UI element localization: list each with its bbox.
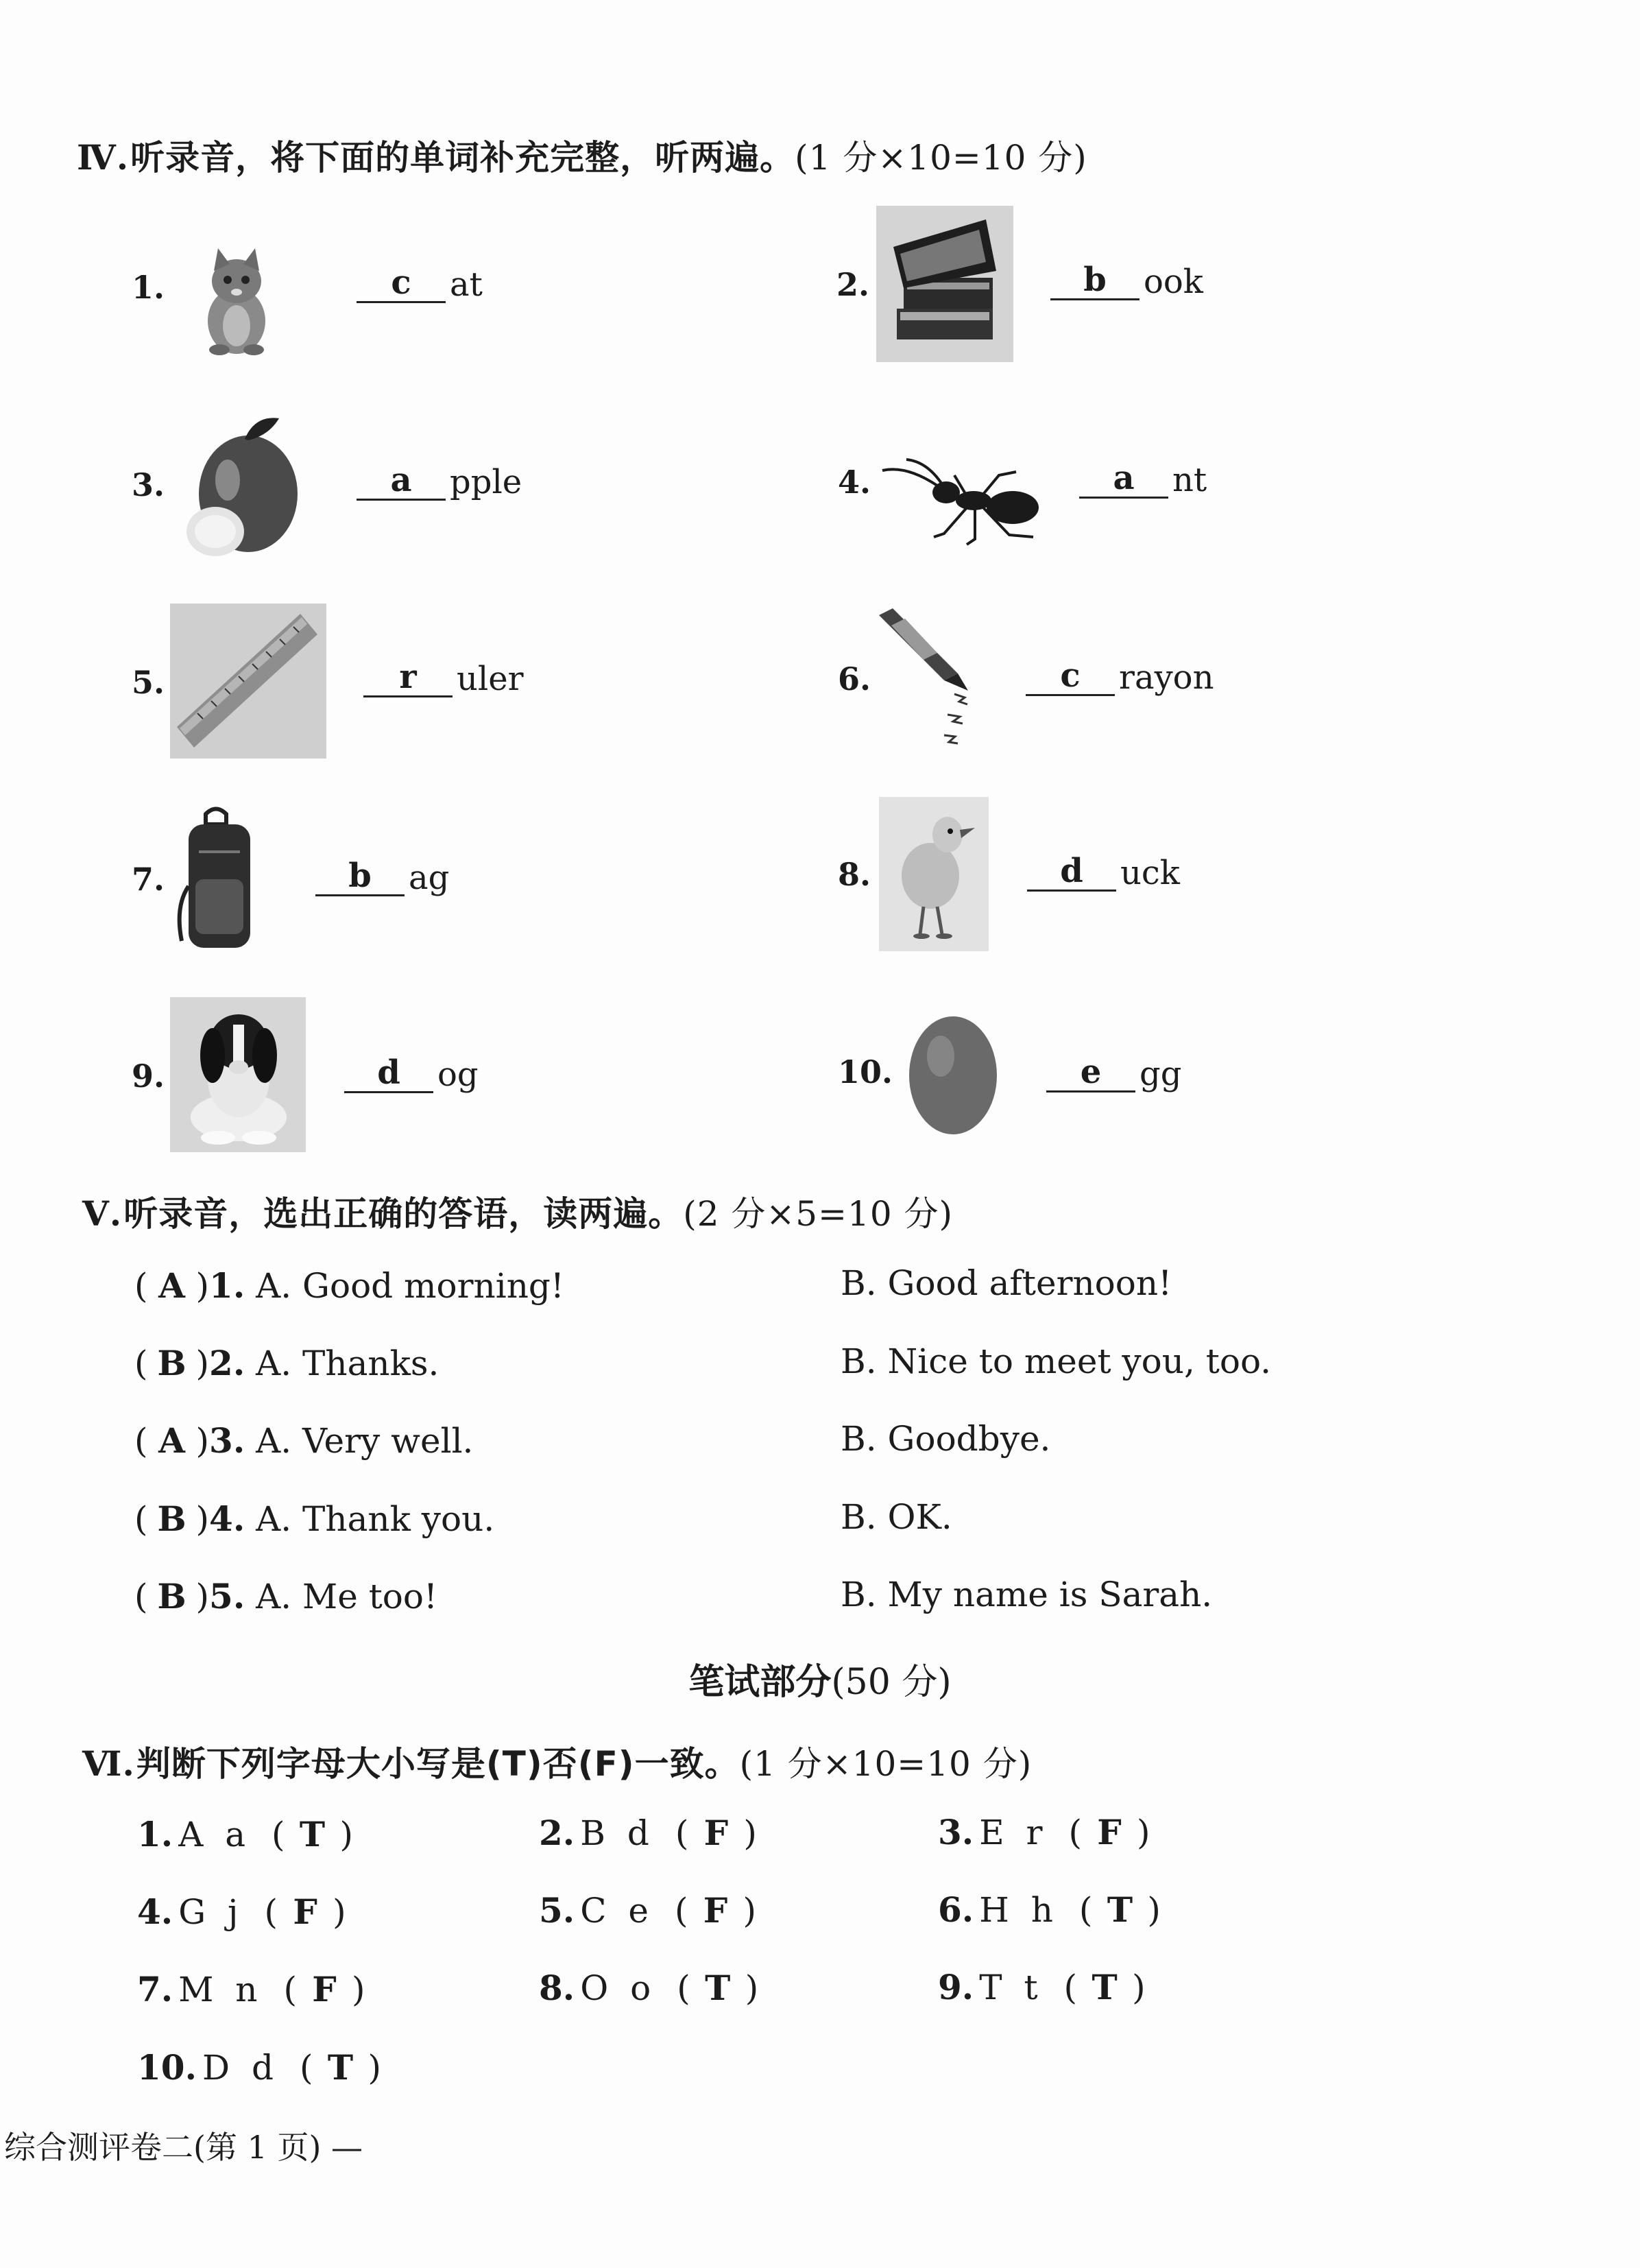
question-1-option-a: A. Good morning! <box>256 1266 564 1306</box>
tf-item-8-number: 8. <box>539 1968 575 2008</box>
tf-item-7-answer[interactable]: F <box>312 1969 337 2009</box>
tf-item-7-letters: M n <box>178 1970 263 2009</box>
tf-item-5-answer[interactable]: F <box>703 1890 728 1931</box>
question-2-answer[interactable]: B <box>157 1343 186 1383</box>
question-3-answer[interactable]: A <box>158 1420 185 1461</box>
question-4-answer[interactable]: B <box>157 1499 186 1539</box>
item-5-blank[interactable]: r <box>363 658 453 697</box>
item-6-word <box>1026 657 1214 696</box>
tf-item-5: 5. C e ( F ) <box>539 1890 756 1931</box>
tf-item-2-answer[interactable]: F <box>703 1813 729 1853</box>
tf-item-1-number: 1. <box>137 1814 173 1854</box>
item-5-number: 5. <box>132 664 165 701</box>
question-1: ( A )1. A. Good morning! <box>134 1265 564 1306</box>
section-v-title: 听录音，选出正确的答语，读两遍。 <box>123 1194 684 1234</box>
crayon-picture <box>872 605 989 756</box>
tf-item-2: 2. B d ( F ) <box>539 1813 757 1853</box>
item-10-blank[interactable]: e <box>1046 1053 1135 1093</box>
item-9-word <box>344 1054 479 1093</box>
tf-item-5-letters: C e <box>580 1891 654 1931</box>
written-part-title <box>0 1653 1640 1704</box>
tf-item-4-letters: G j <box>178 1892 244 1932</box>
written-part-score: (50 分) <box>831 1662 952 1703</box>
question-5-number: 5. <box>209 1576 245 1616</box>
item-7-number: 7. <box>132 861 165 898</box>
dog-picture <box>170 997 306 1152</box>
page-footer: 综合测评卷二(第 1 页) — <box>4 2129 363 2166</box>
question-3-number: 3. <box>209 1420 245 1461</box>
question-3: ( A )3. A. Very well. <box>134 1420 474 1461</box>
section-vi-heading <box>82 1736 1032 1786</box>
tf-item-6-number: 6. <box>938 1889 974 1930</box>
tf-item-10-number: 10. <box>137 2047 197 2088</box>
section-v-heading <box>82 1186 953 1236</box>
apple-picture <box>180 411 303 562</box>
tf-item-5-number: 5. <box>539 1890 575 1931</box>
tf-item-8-letters: O o <box>580 1968 657 2008</box>
item-8-blank[interactable]: d <box>1027 852 1116 892</box>
question-4: ( B )4. A. Thank you. <box>134 1499 495 1539</box>
section-vi-score: (1 分×10=10 分) <box>739 1744 1033 1784</box>
section-iv-roman: Ⅳ. <box>77 137 130 178</box>
books-picture <box>876 206 1013 362</box>
question-5-answer[interactable]: B <box>157 1576 186 1616</box>
item-4-rest: nt <box>1172 461 1207 499</box>
question-5-option-b: B. My name is Sarah. <box>841 1575 1213 1614</box>
tf-item-7: 7. M n ( F ) <box>137 1969 365 2009</box>
tf-item-4-answer[interactable]: F <box>293 1891 317 1932</box>
section-vi-roman: Ⅵ. <box>82 1743 135 1784</box>
item-6-blank[interactable]: c <box>1026 657 1115 696</box>
question-1-answer[interactable]: A <box>158 1265 185 1306</box>
tf-item-1-letters: A a <box>178 1815 252 1854</box>
section-iv-heading <box>77 130 1087 180</box>
egg-picture <box>905 1008 1001 1138</box>
tf-item-2-letters: B d <box>580 1813 655 1853</box>
item-9-blank[interactable]: d <box>344 1054 433 1093</box>
question-2: ( B )2. A. Thanks. <box>134 1343 439 1383</box>
item-8-word <box>1027 852 1180 892</box>
item-8-number: 8. <box>838 856 871 893</box>
item-4-blank[interactable]: a <box>1079 459 1168 499</box>
section-v-roman: Ⅴ. <box>82 1193 123 1234</box>
tf-item-2-number: 2. <box>539 1813 575 1853</box>
tf-item-10-letters: D d <box>202 2048 279 2088</box>
tf-item-8: 8. O o ( T ) <box>539 1968 759 2008</box>
tf-item-6: 6. H h ( T ) <box>938 1889 1161 1930</box>
item-6-number: 6. <box>838 660 871 697</box>
tf-item-10-answer[interactable]: T <box>327 2047 354 2088</box>
question-2-number: 2. <box>209 1343 245 1383</box>
item-2-number: 2. <box>836 266 870 303</box>
ruler-picture <box>170 604 326 759</box>
question-5-option-a: A. Me too! <box>256 1577 438 1616</box>
question-3-option-a: A. Very well. <box>256 1421 474 1461</box>
item-10-word <box>1046 1053 1181 1093</box>
item-7-word <box>315 857 449 896</box>
tf-item-9-number: 9. <box>938 1967 974 2007</box>
tf-item-7-number: 7. <box>137 1969 173 2009</box>
question-4-option-a: A. Thank you. <box>256 1499 495 1539</box>
item-4-word <box>1079 459 1207 499</box>
tf-item-9: 9. T t ( T ) <box>938 1967 1146 2007</box>
question-4-number: 4. <box>209 1499 245 1539</box>
item-1-blank[interactable]: c <box>357 264 446 303</box>
item-9-rest: og <box>437 1055 479 1094</box>
tf-item-4: 4. G j ( F ) <box>137 1891 346 1932</box>
cat-picture <box>192 240 281 357</box>
section-vi-title: 判断下列字母大小写是(T)否(F)一致。 <box>136 1744 740 1784</box>
item-4-number: 4. <box>838 464 871 501</box>
bag-picture <box>171 804 261 955</box>
tf-item-3-answer[interactable]: F <box>1097 1812 1122 1852</box>
item-2-blank[interactable]: b <box>1050 261 1139 300</box>
tf-item-3-letters: E r <box>979 1813 1048 1852</box>
duck-picture <box>879 797 989 951</box>
item-3-rest: pple <box>450 463 522 501</box>
question-4-option-b: B. OK. <box>841 1497 952 1537</box>
item-1-word <box>357 264 483 303</box>
question-2-option-b: B. Nice to meet you, too. <box>841 1341 1272 1381</box>
tf-item-9-answer[interactable]: T <box>1092 1967 1118 2007</box>
question-1-number: 1. <box>209 1265 245 1306</box>
tf-item-10: 10. D d ( T ) <box>137 2047 382 2088</box>
section-iv-title: 听录音，将下面的单词补充完整，听两遍。 <box>130 138 795 178</box>
question-5: ( B )5. A. Me too! <box>134 1576 438 1616</box>
question-1-option-b: B. Good afternoon! <box>841 1263 1172 1303</box>
tf-item-4-number: 4. <box>137 1891 173 1932</box>
tf-item-3-number: 3. <box>938 1812 974 1852</box>
item-3-blank[interactable]: a <box>357 462 446 501</box>
written-part-label: 笔试部分 <box>688 1662 832 1703</box>
tf-item-8-answer[interactable]: T <box>705 1968 731 2008</box>
item-5-rest: uler <box>457 660 524 698</box>
item-10-rest: gg <box>1139 1055 1182 1093</box>
section-iv-score: (1 分×10=10 分) <box>795 138 1087 178</box>
item-2-rest: ook <box>1144 263 1203 301</box>
item-9-number: 9. <box>132 1058 165 1095</box>
tf-item-9-letters: T t <box>979 1968 1044 2007</box>
item-1-rest: at <box>450 265 483 304</box>
item-8-rest: uck <box>1120 854 1180 892</box>
question-2-option-a: A. Thanks. <box>256 1344 439 1383</box>
tf-item-3: 3. E r ( F ) <box>938 1812 1150 1852</box>
tf-item-6-answer[interactable]: T <box>1107 1889 1133 1930</box>
ant-picture <box>879 458 1044 547</box>
item-10-number: 10. <box>838 1053 893 1090</box>
item-3-word <box>357 462 522 501</box>
item-3-number: 3. <box>132 466 165 503</box>
tf-item-1: 1. A a ( T ) <box>137 1814 354 1854</box>
item-1-number: 1. <box>132 269 165 306</box>
item-2-word <box>1050 261 1203 300</box>
item-5-word <box>363 658 524 697</box>
question-3-option-b: B. Goodbye. <box>841 1419 1051 1459</box>
item-6-rest: rayon <box>1119 658 1214 697</box>
tf-item-1-answer[interactable]: T <box>299 1814 326 1854</box>
item-7-blank[interactable]: b <box>315 857 405 896</box>
tf-item-6-letters: H h <box>979 1890 1059 1930</box>
section-v-score: (2 分×5=10 分) <box>683 1194 954 1234</box>
item-7-rest: ag <box>409 859 450 897</box>
